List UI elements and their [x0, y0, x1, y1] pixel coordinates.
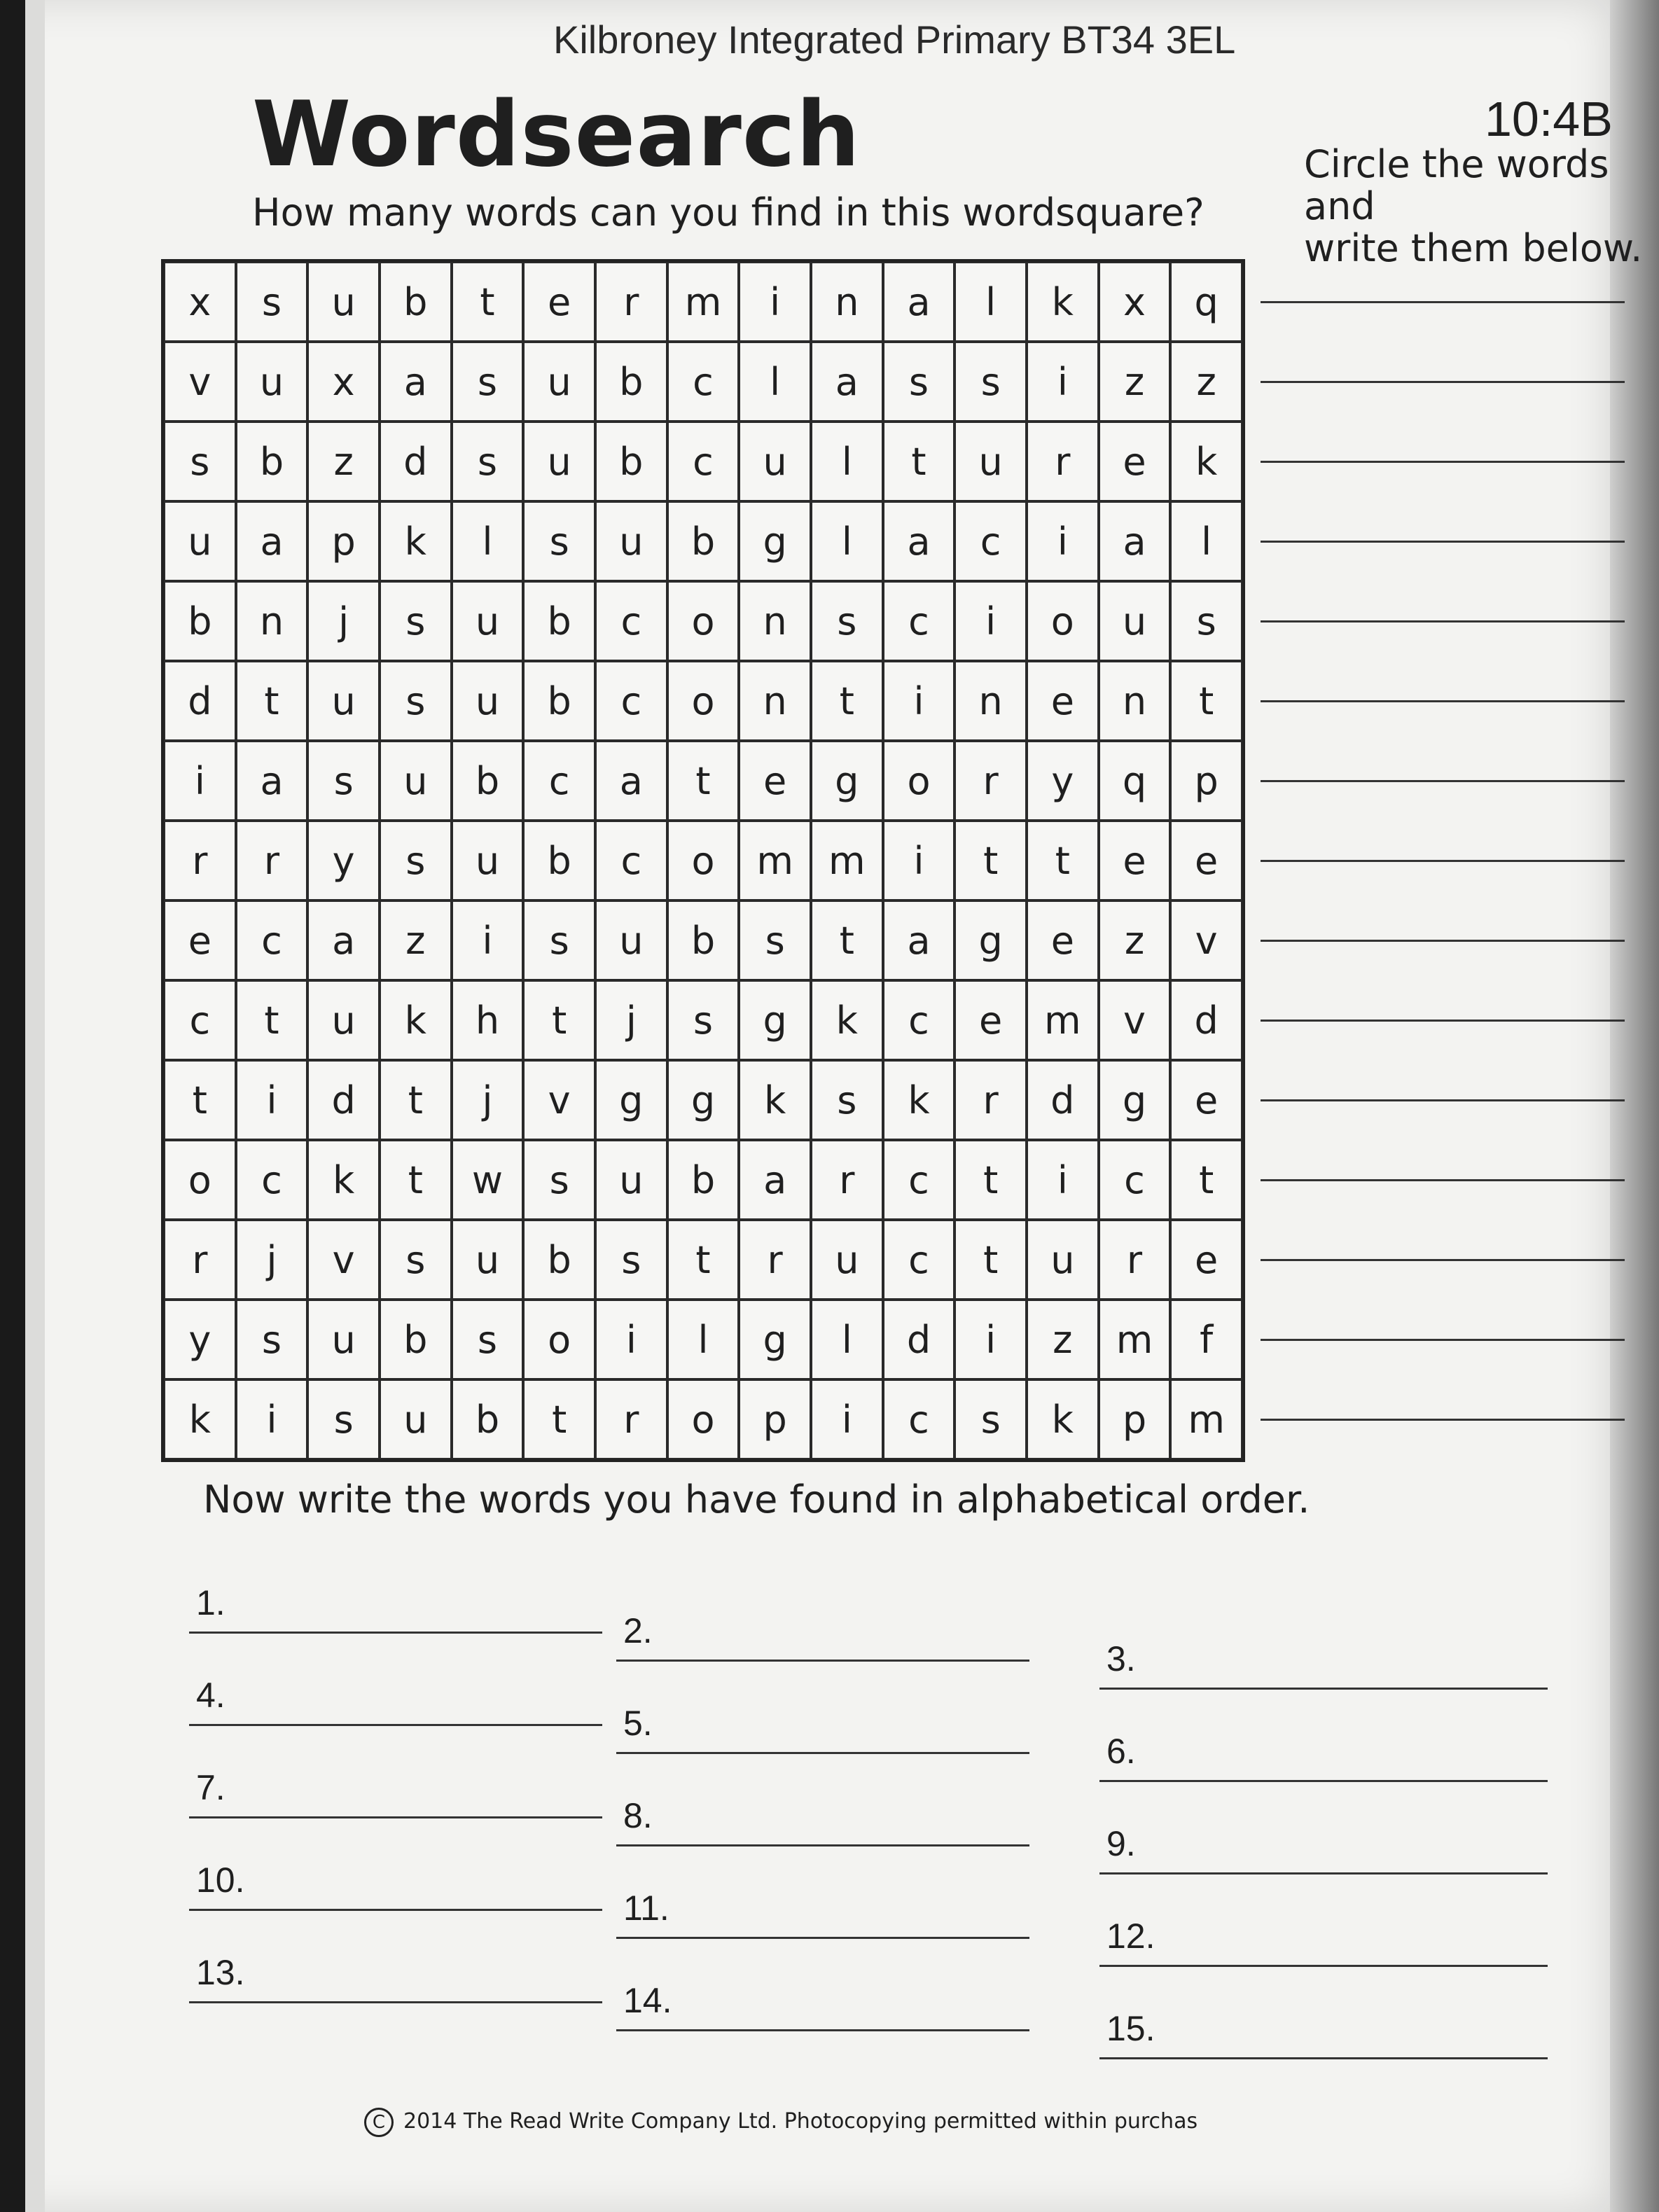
word-line[interactable]: [1261, 1020, 1625, 1022]
grid-cell[interactable]: z: [1170, 342, 1242, 422]
instruction-line-2: write them below.: [1304, 226, 1643, 270]
grid-cell[interactable]: c: [595, 821, 667, 900]
grid-cell[interactable]: s: [307, 741, 380, 821]
grid-cell[interactable]: u: [380, 1379, 452, 1459]
grid-cell[interactable]: k: [307, 1140, 380, 1220]
grid-cell[interactable]: a: [380, 342, 452, 422]
school-header: Kilbroney Integrated Primary BT34 3EL: [553, 18, 1236, 62]
grid-cell[interactable]: a: [236, 501, 308, 581]
grid-cell[interactable]: m: [667, 262, 740, 342]
grid-cell[interactable]: c: [595, 661, 667, 741]
grid-cell[interactable]: n: [955, 661, 1027, 741]
copyright-footer: [364, 2108, 1198, 2137]
grid-cell[interactable]: c: [1099, 1140, 1171, 1220]
grid-cell[interactable]: s: [811, 1060, 883, 1140]
grid-cell[interactable]: m: [1027, 980, 1099, 1060]
grid-cell[interactable]: x: [164, 262, 236, 342]
word-line[interactable]: [1261, 1339, 1625, 1341]
grid-cell[interactable]: c: [883, 980, 955, 1060]
grid-cell[interactable]: s: [164, 422, 236, 501]
grid-cell[interactable]: s: [1170, 581, 1242, 661]
grid-cell[interactable]: l: [1170, 501, 1242, 581]
grid-cell[interactable]: a: [595, 741, 667, 821]
grid-cell[interactable]: m: [739, 821, 811, 900]
alphabetical-prompt: Now write the words you have found in alphabetical order.: [203, 1477, 1310, 1522]
grid-cell[interactable]: p: [1170, 741, 1242, 821]
grid-cell[interactable]: p: [1099, 1379, 1171, 1459]
grid-cell[interactable]: k: [380, 980, 452, 1060]
grid-cell[interactable]: t: [380, 1060, 452, 1140]
grid-cell[interactable]: u: [307, 262, 380, 342]
grid-cell[interactable]: l: [667, 1300, 740, 1379]
grid-cell[interactable]: u: [452, 1220, 524, 1300]
word-line[interactable]: [1261, 381, 1625, 383]
grid-cell[interactable]: s: [955, 342, 1027, 422]
grid-cell[interactable]: t: [380, 1140, 452, 1220]
answer-line[interactable]: [616, 1980, 1029, 2031]
grid-cell[interactable]: e: [1099, 821, 1171, 900]
grid-cell[interactable]: v: [1099, 980, 1171, 1060]
grid-cell[interactable]: t: [236, 661, 308, 741]
answer-line[interactable]: [189, 1860, 602, 1911]
grid-cell[interactable]: t: [955, 821, 1027, 900]
word-line[interactable]: [1261, 461, 1625, 463]
grid-cell[interactable]: c: [883, 1140, 955, 1220]
grid-cell[interactable]: s: [236, 262, 308, 342]
grid-cell[interactable]: g: [739, 501, 811, 581]
grid-cell[interactable]: v: [1170, 900, 1242, 980]
grid-cell[interactable]: e: [1027, 900, 1099, 980]
grid-cell[interactable]: o: [667, 661, 740, 741]
grid-cell[interactable]: a: [1099, 501, 1171, 581]
copyright-text: 2014 The Read Write Company Ltd. Photocopying permitted within purchas: [403, 2109, 1198, 2134]
page-edge: [25, 0, 45, 2212]
grid-cell[interactable]: i: [955, 581, 1027, 661]
grid-cell[interactable]: b: [236, 422, 308, 501]
grid-cell[interactable]: z: [1099, 342, 1171, 422]
grid-cell[interactable]: l: [739, 342, 811, 422]
answer-line[interactable]: [189, 1675, 602, 1726]
grid-cell[interactable]: c: [667, 342, 740, 422]
grid-cell[interactable]: g: [955, 900, 1027, 980]
answer-line[interactable]: [1099, 1731, 1548, 1782]
grid-cell[interactable]: z: [307, 422, 380, 501]
grid-cell[interactable]: u: [452, 581, 524, 661]
grid-cell[interactable]: c: [236, 1140, 308, 1220]
grid-cell[interactable]: u: [1027, 1220, 1099, 1300]
grid-cell[interactable]: a: [883, 262, 955, 342]
worksheet-code: 10:4B: [1485, 92, 1613, 146]
grid-cell[interactable]: t: [811, 900, 883, 980]
grid-cell[interactable]: t: [1170, 1140, 1242, 1220]
instructions: [1304, 144, 1659, 270]
grid-cell[interactable]: w: [452, 1140, 524, 1220]
answer-number: 3.: [1106, 1639, 1136, 1678]
grid-cell[interactable]: k: [1170, 422, 1242, 501]
grid-cell[interactable]: k: [739, 1060, 811, 1140]
grid-cell[interactable]: x: [307, 342, 380, 422]
grid-cell[interactable]: u: [307, 1300, 380, 1379]
answer-number: 2.: [623, 1611, 653, 1650]
grid-cell[interactable]: i: [452, 900, 524, 980]
grid-cell[interactable]: c: [883, 1220, 955, 1300]
answer-number: 6.: [1106, 1732, 1136, 1771]
grid-cell[interactable]: r: [955, 1060, 1027, 1140]
answer-line[interactable]: [189, 1583, 602, 1634]
grid-cell[interactable]: e: [1099, 422, 1171, 501]
grid-cell[interactable]: e: [1170, 1220, 1242, 1300]
grid-cell[interactable]: i: [164, 741, 236, 821]
grid-cell[interactable]: o: [1027, 581, 1099, 661]
grid-cell[interactable]: b: [523, 581, 595, 661]
grid-cell[interactable]: e: [1170, 1060, 1242, 1140]
grid-cell[interactable]: r: [595, 1379, 667, 1459]
grid-cell[interactable]: i: [955, 1300, 1027, 1379]
grid-cell[interactable]: t: [452, 262, 524, 342]
grid-cell[interactable]: q: [1170, 262, 1242, 342]
grid-cell[interactable]: b: [523, 1220, 595, 1300]
word-line[interactable]: [1261, 780, 1625, 782]
grid-cell[interactable]: u: [164, 501, 236, 581]
page-subtitle: How many words can you find in this wordsquare?: [252, 190, 1205, 235]
grid-cell[interactable]: n: [739, 581, 811, 661]
grid-cell[interactable]: k: [1027, 262, 1099, 342]
grid-cell[interactable]: s: [380, 1220, 452, 1300]
grid-cell[interactable]: r: [811, 1140, 883, 1220]
grid-cell[interactable]: u: [523, 342, 595, 422]
grid-cell[interactable]: y: [164, 1300, 236, 1379]
grid-cell[interactable]: s: [380, 581, 452, 661]
grid-cell[interactable]: a: [811, 342, 883, 422]
grid-cell[interactable]: d: [380, 422, 452, 501]
grid-cell[interactable]: m: [1099, 1300, 1171, 1379]
grid-cell[interactable]: k: [811, 980, 883, 1060]
grid-cell[interactable]: d: [883, 1300, 955, 1379]
grid-cell[interactable]: i: [236, 1379, 308, 1459]
grid-cell[interactable]: d: [164, 661, 236, 741]
grid-cell[interactable]: o: [667, 581, 740, 661]
grid-cell[interactable]: s: [380, 821, 452, 900]
grid-cell[interactable]: t: [523, 980, 595, 1060]
answer-number: 9.: [1106, 1824, 1136, 1863]
answer-line[interactable]: [616, 1703, 1029, 1754]
grid-cell[interactable]: v: [164, 342, 236, 422]
grid-cell[interactable]: k: [883, 1060, 955, 1140]
grid-cell[interactable]: s: [667, 980, 740, 1060]
page-title: Wordsearch: [252, 83, 861, 187]
grid-cell[interactable]: f: [1170, 1300, 1242, 1379]
grid-cell[interactable]: m: [811, 821, 883, 900]
grid-cell[interactable]: j: [236, 1220, 308, 1300]
answer-number: 15.: [1106, 2009, 1155, 2048]
grid-cell[interactable]: v: [523, 1060, 595, 1140]
grid-cell[interactable]: i: [739, 262, 811, 342]
grid-cell[interactable]: b: [452, 1379, 524, 1459]
grid-cell[interactable]: x: [1099, 262, 1171, 342]
grid-cell[interactable]: u: [739, 422, 811, 501]
grid-cell[interactable]: l: [811, 501, 883, 581]
grid-cell[interactable]: l: [811, 422, 883, 501]
grid-cell[interactable]: b: [523, 821, 595, 900]
grid-cell[interactable]: b: [380, 1300, 452, 1379]
grid-cell[interactable]: u: [595, 1140, 667, 1220]
grid-cell[interactable]: i: [883, 661, 955, 741]
grid-cell[interactable]: y: [1027, 741, 1099, 821]
grid-cell[interactable]: a: [883, 900, 955, 980]
grid-cell[interactable]: s: [523, 501, 595, 581]
grid-cell[interactable]: d: [1027, 1060, 1099, 1140]
grid-cell[interactable]: a: [236, 741, 308, 821]
grid-cell[interactable]: n: [739, 661, 811, 741]
grid-cell[interactable]: r: [1099, 1220, 1171, 1300]
grid-cell[interactable]: s: [307, 1379, 380, 1459]
grid-cell[interactable]: t: [955, 1220, 1027, 1300]
grid-cell[interactable]: t: [667, 1220, 740, 1300]
answer-line[interactable]: [189, 1767, 602, 1818]
grid-cell[interactable]: l: [811, 1300, 883, 1379]
answer-line[interactable]: [1099, 2008, 1548, 2059]
grid-cell[interactable]: o: [667, 1379, 740, 1459]
grid-cell[interactable]: u: [236, 342, 308, 422]
grid-cell[interactable]: b: [595, 342, 667, 422]
answer-line[interactable]: [616, 1888, 1029, 1939]
answer-number: 8.: [623, 1796, 653, 1835]
grid-cell[interactable]: s: [452, 1300, 524, 1379]
grid-cell[interactable]: u: [595, 900, 667, 980]
word-line[interactable]: [1261, 1179, 1625, 1181]
grid-cell[interactable]: e: [523, 262, 595, 342]
grid-cell[interactable]: t: [1170, 661, 1242, 741]
grid-cell[interactable]: i: [1027, 1140, 1099, 1220]
grid-cell[interactable]: u: [380, 741, 452, 821]
grid-cell[interactable]: s: [523, 900, 595, 980]
grid-cell[interactable]: g: [667, 1060, 740, 1140]
grid-cell[interactable]: y: [307, 821, 380, 900]
word-line[interactable]: [1261, 940, 1625, 942]
grid-cell[interactable]: o: [883, 741, 955, 821]
grid-cell[interactable]: e: [739, 741, 811, 821]
answer-number: 7.: [196, 1768, 225, 1807]
grid-cell[interactable]: u: [811, 1220, 883, 1300]
grid-cell[interactable]: d: [1170, 980, 1242, 1060]
grid-cell[interactable]: j: [452, 1060, 524, 1140]
grid-cell[interactable]: g: [1099, 1060, 1171, 1140]
grid-cell[interactable]: s: [883, 342, 955, 422]
word-line[interactable]: [1261, 860, 1625, 862]
word-line[interactable]: [1261, 1419, 1625, 1421]
grid-cell[interactable]: g: [739, 1300, 811, 1379]
grid-cell[interactable]: i: [1027, 501, 1099, 581]
grid-cell[interactable]: a: [739, 1140, 811, 1220]
answer-number: 11.: [623, 1888, 669, 1928]
word-line[interactable]: [1261, 1099, 1625, 1101]
grid-cell[interactable]: b: [164, 581, 236, 661]
grid-cell[interactable]: b: [452, 741, 524, 821]
grid-cell[interactable]: i: [595, 1300, 667, 1379]
grid-cell[interactable]: n: [236, 581, 308, 661]
grid-cell[interactable]: j: [595, 980, 667, 1060]
word-line[interactable]: [1261, 620, 1625, 622]
answer-number: 4.: [196, 1676, 225, 1715]
grid-cell[interactable]: m: [1170, 1379, 1242, 1459]
grid-cell[interactable]: g: [739, 980, 811, 1060]
grid-cell[interactable]: r: [1027, 422, 1099, 501]
grid-cell[interactable]: b: [667, 900, 740, 980]
grid-cell[interactable]: r: [595, 262, 667, 342]
grid-cell[interactable]: c: [955, 501, 1027, 581]
grid-cell[interactable]: e: [955, 980, 1027, 1060]
grid-cell[interactable]: u: [523, 422, 595, 501]
grid-cell[interactable]: u: [452, 821, 524, 900]
grid-cell[interactable]: r: [236, 821, 308, 900]
grid-cell[interactable]: g: [595, 1060, 667, 1140]
grid-cell[interactable]: r: [739, 1220, 811, 1300]
grid-cell[interactable]: u: [595, 501, 667, 581]
grid-cell[interactable]: n: [811, 262, 883, 342]
answer-line[interactable]: [1099, 1823, 1548, 1874]
answer-number: 12.: [1106, 1917, 1155, 1956]
grid-cell[interactable]: b: [523, 661, 595, 741]
grid-cell[interactable]: t: [1027, 821, 1099, 900]
grid-cell[interactable]: s: [955, 1379, 1027, 1459]
grid-cell[interactable]: s: [236, 1300, 308, 1379]
grid-cell[interactable]: c: [523, 741, 595, 821]
grid-cell[interactable]: b: [380, 262, 452, 342]
grid-cell[interactable]: j: [307, 581, 380, 661]
grid-cell[interactable]: t: [164, 1060, 236, 1140]
grid-cell[interactable]: t: [523, 1379, 595, 1459]
grid-cell[interactable]: s: [595, 1220, 667, 1300]
grid-cell[interactable]: h: [452, 980, 524, 1060]
grid-cell[interactable]: v: [307, 1220, 380, 1300]
instruction-line-1: Circle the words and: [1304, 142, 1609, 228]
grid-cell[interactable]: s: [523, 1140, 595, 1220]
word-line[interactable]: [1261, 1259, 1625, 1261]
grid-cell[interactable]: u: [307, 661, 380, 741]
answer-number: 14.: [623, 1981, 672, 2020]
grid-cell[interactable]: c: [164, 980, 236, 1060]
grid-cell[interactable]: u: [955, 422, 1027, 501]
grid-cell[interactable]: k: [1027, 1379, 1099, 1459]
grid-cell[interactable]: r: [164, 821, 236, 900]
grid-cell[interactable]: q: [1099, 741, 1171, 821]
copyright-icon: C: [364, 2108, 394, 2137]
grid-cell[interactable]: b: [667, 501, 740, 581]
word-line[interactable]: [1261, 301, 1625, 303]
grid-cell[interactable]: k: [164, 1379, 236, 1459]
grid-cell[interactable]: o: [667, 821, 740, 900]
grid-cell[interactable]: i: [811, 1379, 883, 1459]
grid-cell[interactable]: t: [667, 741, 740, 821]
answer-number: 1.: [196, 1583, 225, 1622]
answer-line[interactable]: [1099, 1639, 1548, 1690]
grid-cell[interactable]: l: [452, 501, 524, 581]
word-line[interactable]: [1261, 541, 1625, 543]
grid-cell[interactable]: i: [1027, 342, 1099, 422]
grid-cell[interactable]: t: [883, 422, 955, 501]
grid-cell[interactable]: b: [595, 422, 667, 501]
grid-cell[interactable]: b: [667, 1140, 740, 1220]
grid-cell[interactable]: u: [307, 980, 380, 1060]
grid-cell[interactable]: d: [307, 1060, 380, 1140]
word-line[interactable]: [1261, 700, 1625, 702]
grid-cell[interactable]: o: [164, 1140, 236, 1220]
answer-number: 5.: [623, 1704, 653, 1743]
book-spine: [1610, 0, 1659, 2212]
grid-cell[interactable]: s: [452, 422, 524, 501]
grid-cell[interactable]: i: [883, 821, 955, 900]
grid-cell[interactable]: e: [1170, 821, 1242, 900]
grid-cell[interactable]: z: [380, 900, 452, 980]
grid-cell[interactable]: s: [380, 661, 452, 741]
grid-cell[interactable]: u: [1099, 581, 1171, 661]
grid-cell[interactable]: e: [1027, 661, 1099, 741]
grid-cell[interactable]: e: [164, 900, 236, 980]
grid-cell[interactable]: z: [1027, 1300, 1099, 1379]
grid-cell[interactable]: c: [883, 1379, 955, 1459]
grid-cell[interactable]: p: [307, 501, 380, 581]
grid-cell[interactable]: c: [667, 422, 740, 501]
grid-cell[interactable]: t: [811, 661, 883, 741]
grid-cell[interactable]: g: [811, 741, 883, 821]
answer-line[interactable]: [616, 1611, 1029, 1662]
grid-cell[interactable]: p: [739, 1379, 811, 1459]
grid-cell[interactable]: r: [955, 741, 1027, 821]
grid-cell[interactable]: o: [523, 1300, 595, 1379]
grid-cell[interactable]: u: [452, 661, 524, 741]
grid-cell[interactable]: a: [307, 900, 380, 980]
answer-line[interactable]: [1099, 1916, 1548, 1967]
grid-cell[interactable]: r: [164, 1220, 236, 1300]
answer-number: 10.: [196, 1860, 245, 1900]
grid-cell[interactable]: n: [1099, 661, 1171, 741]
answer-number: 13.: [196, 1953, 245, 1992]
grid-cell[interactable]: z: [1099, 900, 1171, 980]
grid-cell[interactable]: k: [380, 501, 452, 581]
grid-cell[interactable]: t: [955, 1140, 1027, 1220]
wordsearch-grid: [161, 259, 1245, 1462]
grid-cell[interactable]: c: [883, 581, 955, 661]
grid-cell[interactable]: s: [811, 581, 883, 661]
grid-cell[interactable]: s: [452, 342, 524, 422]
grid-cell[interactable]: l: [955, 262, 1027, 342]
grid-cell[interactable]: a: [883, 501, 955, 581]
grid-cell[interactable]: s: [739, 900, 811, 980]
answer-line[interactable]: [189, 1952, 602, 2003]
answer-line[interactable]: [616, 1795, 1029, 1846]
grid-cell[interactable]: i: [236, 1060, 308, 1140]
grid-cell[interactable]: c: [595, 581, 667, 661]
grid-cell[interactable]: c: [236, 900, 308, 980]
grid-cell[interactable]: t: [236, 980, 308, 1060]
